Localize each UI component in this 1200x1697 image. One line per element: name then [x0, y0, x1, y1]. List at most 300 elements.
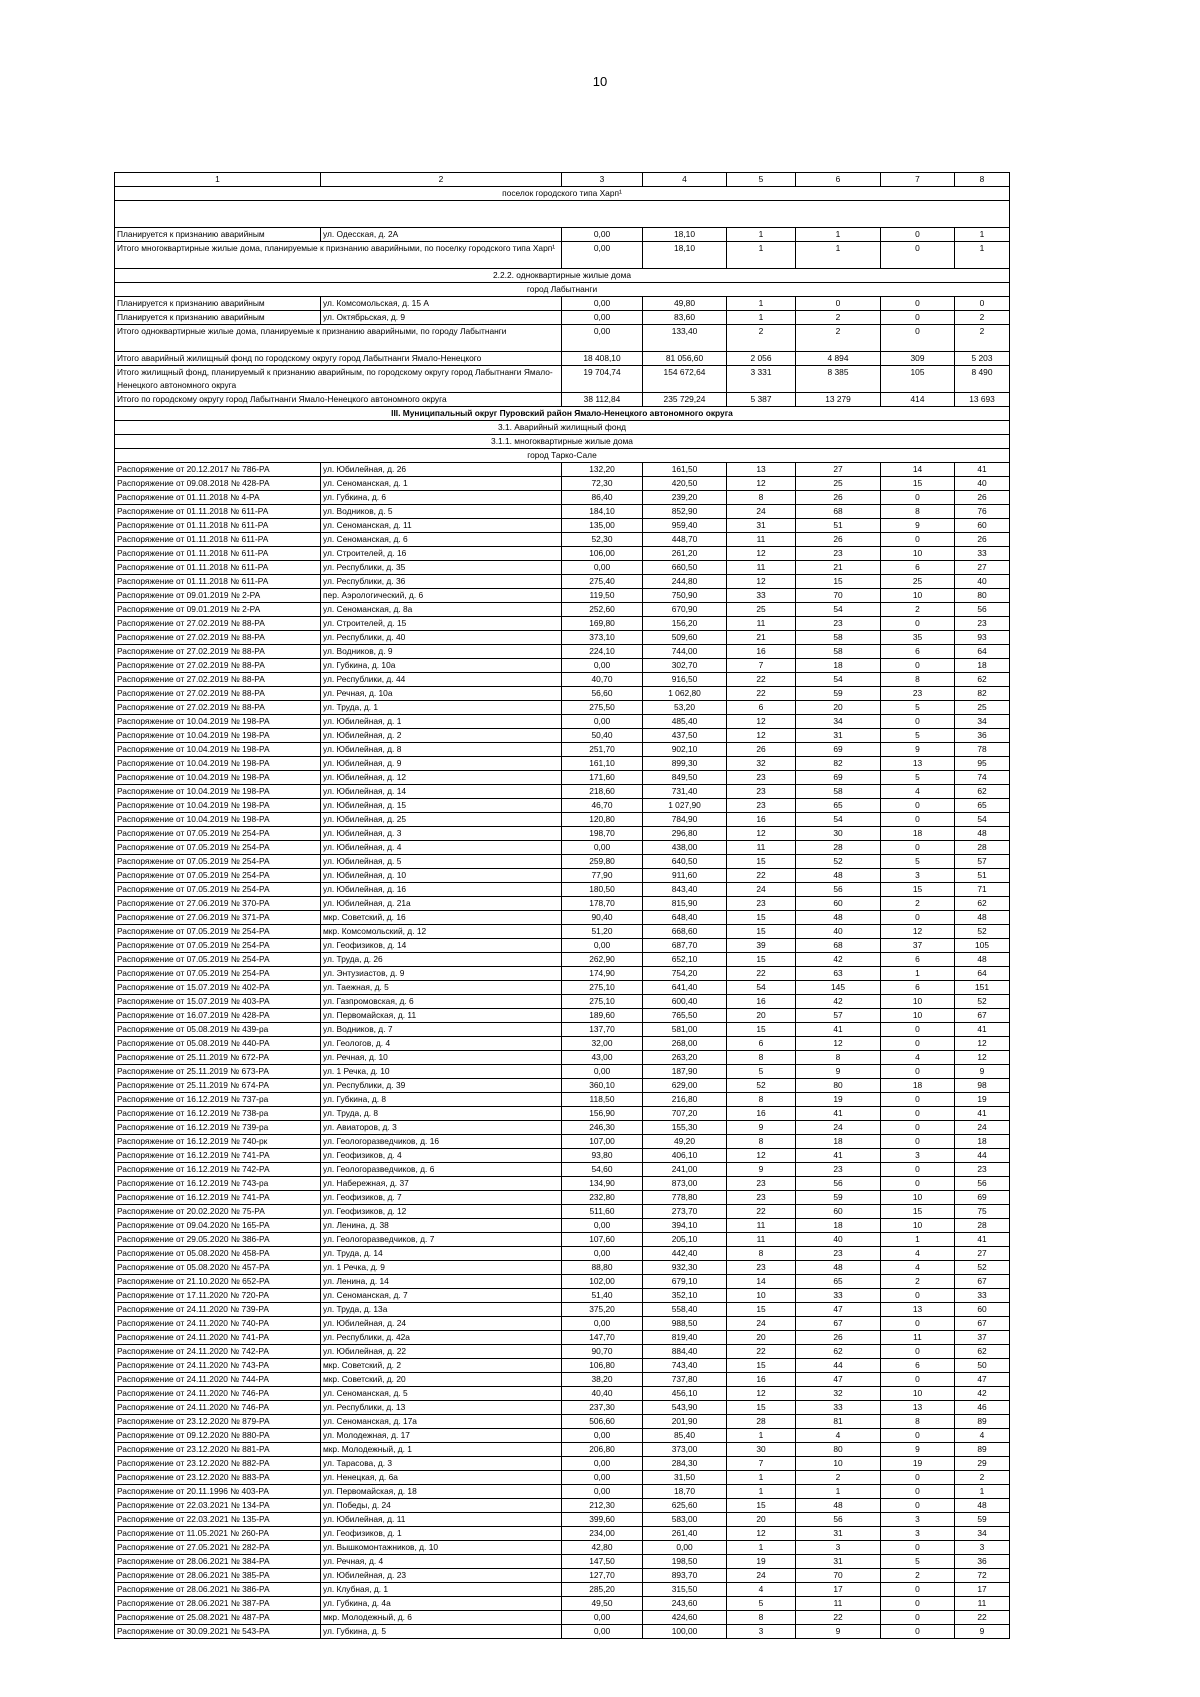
document-cell: Распоряжение от 10.04.2019 № 198-РА [115, 743, 321, 757]
address-cell: ул. Юбилейная, д. 1 [321, 715, 562, 729]
value-cell: 49,80 [643, 297, 727, 311]
address-cell: ул. Молодежная, д. 17 [321, 1429, 562, 1443]
value-cell: 5 [881, 771, 955, 785]
table-row [115, 228, 1010, 242]
column-header: 3 [562, 173, 643, 187]
value-cell: 54,60 [562, 1163, 643, 1177]
value-cell: 82 [796, 757, 881, 771]
document-cell: Распоряжение от 07.05.2019 № 254-РА [115, 953, 321, 967]
value-cell: 1 [727, 1429, 796, 1443]
value-cell: 420,50 [643, 477, 727, 491]
table-row [115, 1219, 1010, 1233]
address-cell: ул. Вышкомонтажников, д. 10 [321, 1541, 562, 1555]
value-cell: 15 [727, 1359, 796, 1373]
value-cell: 70 [796, 1569, 881, 1583]
value-cell: 147,50 [562, 1555, 643, 1569]
value-cell: 83,60 [643, 311, 727, 325]
value-cell: 8 [727, 1093, 796, 1107]
value-cell: 56,60 [562, 687, 643, 701]
document-cell: Распоряжение от 24.11.2020 № 744-РА [115, 1373, 321, 1387]
value-cell: 10 [881, 1009, 955, 1023]
value-cell: 70 [796, 589, 881, 603]
value-cell: 0,00 [562, 228, 643, 242]
address-cell: ул. Сеноманская, д. 6 [321, 533, 562, 547]
address-cell: ул. Республики, д. 40 [321, 631, 562, 645]
value-cell: 78 [955, 743, 1010, 757]
value-cell: 67 [955, 1009, 1010, 1023]
total-row [115, 242, 1010, 269]
value-cell: 12 [727, 1387, 796, 1401]
document-cell: Распоряжение от 16.12.2019 № 737-ра [115, 1093, 321, 1107]
value-cell: 106,00 [562, 547, 643, 561]
address-cell: ул. Ненецкая, д. 6а [321, 1471, 562, 1485]
table-row [115, 1303, 1010, 1317]
value-cell: 60 [796, 897, 881, 911]
document-cell: Распоряжение от 16.12.2019 № 739-ра [115, 1121, 321, 1135]
table-row [115, 1163, 1010, 1177]
table-row [115, 687, 1010, 701]
total-label: Итого многоквартирные жилые дома, планируемые к признанию аварийными, по поселку городского типа Харп¹ [115, 242, 562, 269]
value-cell: 15 [727, 1499, 796, 1513]
document-cell: Распоряжение от 10.04.2019 № 198-РА [115, 785, 321, 799]
value-cell: 899,30 [643, 757, 727, 771]
value-cell: 9 [881, 1443, 955, 1457]
value-cell: 1 027,90 [643, 799, 727, 813]
value-cell: 18,10 [643, 242, 727, 269]
document-cell: Распоряжение от 20.11.1996 № 403-РА [115, 1485, 321, 1499]
value-cell: 0,00 [562, 1611, 643, 1625]
value-cell: 90,70 [562, 1345, 643, 1359]
address-cell: пер. Аэрологический, д. 6 [321, 589, 562, 603]
value-cell: 134,90 [562, 1177, 643, 1191]
value-cell: 268,00 [643, 1037, 727, 1051]
address-cell: ул. Труда, д. 14 [321, 1247, 562, 1261]
value-cell: 285,20 [562, 1583, 643, 1597]
value-cell: 26 [796, 491, 881, 505]
value-cell: 41 [796, 1149, 881, 1163]
value-cell: 0 [881, 1107, 955, 1121]
value-cell: 39 [727, 939, 796, 953]
value-cell: 21 [727, 631, 796, 645]
address-cell: ул. Одесская, д. 2А [321, 228, 562, 242]
value-cell: 26 [727, 743, 796, 757]
value-cell: 51,40 [562, 1289, 643, 1303]
document-cell: Распоряжение от 27.06.2019 № 370-РА [115, 897, 321, 911]
value-cell: 16 [727, 995, 796, 1009]
document-cell: Распоряжение от 16.12.2019 № 738-ра [115, 1107, 321, 1121]
address-cell: ул. 1 Речка, д. 10 [321, 1065, 562, 1079]
value-cell: 0 [881, 813, 955, 827]
section-heading-row [115, 187, 1010, 201]
table-row [115, 1569, 1010, 1583]
column-header: 8 [955, 173, 1010, 187]
value-cell: 2 [796, 311, 881, 325]
value-cell: 13 [881, 1303, 955, 1317]
value-cell: 3 [881, 1149, 955, 1163]
table-row [115, 311, 1010, 325]
value-cell: 12 [727, 547, 796, 561]
value-cell: 81 056,60 [643, 352, 727, 366]
value-cell: 246,30 [562, 1121, 643, 1135]
value-cell: 50,40 [562, 729, 643, 743]
value-cell: 21 [796, 561, 881, 575]
document-cell: Распоряжение от 10.04.2019 № 198-РА [115, 757, 321, 771]
value-cell: 0 [881, 228, 955, 242]
value-cell: 10 [881, 995, 955, 1009]
value-cell: 1 [727, 228, 796, 242]
value-cell: 56 [796, 1177, 881, 1191]
value-cell: 58 [796, 785, 881, 799]
table-row [115, 1583, 1010, 1597]
document-cell: Распоряжение от 07.05.2019 № 254-РА [115, 869, 321, 883]
value-cell: 0 [881, 1289, 955, 1303]
value-cell: 737,80 [643, 1373, 727, 1387]
value-cell: 18 [881, 1079, 955, 1093]
address-cell: ул. Сеноманская, д. 17а [321, 1415, 562, 1429]
value-cell: 85,40 [643, 1429, 727, 1443]
document-cell: Распоряжение от 28.06.2021 № 385-РА [115, 1569, 321, 1583]
document-cell: Распоряжение от 24.11.2020 № 739-РА [115, 1303, 321, 1317]
table-row [115, 1457, 1010, 1471]
value-cell: 30 [727, 1443, 796, 1457]
value-cell: 6 [727, 701, 796, 715]
value-cell: 6 [881, 561, 955, 575]
column-header: 2 [321, 173, 562, 187]
value-cell: 375,20 [562, 1303, 643, 1317]
table-row [115, 1359, 1010, 1373]
value-cell: 15 [727, 1023, 796, 1037]
value-cell: 62 [955, 785, 1010, 799]
value-cell: 89 [955, 1415, 1010, 1429]
value-cell: 56 [796, 1513, 881, 1527]
value-cell: 0 [881, 1317, 955, 1331]
value-cell: 100,00 [643, 1625, 727, 1639]
value-cell: 1 [955, 242, 1010, 269]
address-cell: ул. Республики, д. 13 [321, 1401, 562, 1415]
value-cell: 456,10 [643, 1387, 727, 1401]
value-cell: 0,00 [562, 297, 643, 311]
value-cell: 10 [881, 1219, 955, 1233]
value-cell: 8 [727, 1135, 796, 1149]
value-cell: 105 [955, 939, 1010, 953]
value-cell: 11 [881, 1331, 955, 1345]
value-cell: 24 [727, 883, 796, 897]
document-cell: Распоряжение от 20.02.2020 № 75-РА [115, 1205, 321, 1219]
value-cell: 0 [881, 1499, 955, 1513]
value-cell: 0 [881, 1583, 955, 1597]
value-cell: 174,90 [562, 967, 643, 981]
value-cell: 625,60 [643, 1499, 727, 1513]
value-cell: 26 [796, 533, 881, 547]
table-row [115, 1331, 1010, 1345]
value-cell: 62 [796, 1345, 881, 1359]
document-cell: Распоряжение от 27.02.2019 № 88-РА [115, 645, 321, 659]
value-cell: 5 [881, 855, 955, 869]
value-cell: 49,20 [643, 1135, 727, 1149]
value-cell: 0 [955, 297, 1010, 311]
address-cell: ул. Труда, д. 1 [321, 701, 562, 715]
address-cell: ул. Сеноманская, д. 11 [321, 519, 562, 533]
value-cell: 48 [796, 1499, 881, 1513]
value-cell: 360,10 [562, 1079, 643, 1093]
value-cell: 23 [727, 799, 796, 813]
table-row [115, 743, 1010, 757]
value-cell: 0 [881, 1541, 955, 1555]
value-cell: 0 [881, 311, 955, 325]
value-cell: 581,00 [643, 1023, 727, 1037]
value-cell: 4 894 [796, 352, 881, 366]
value-cell: 2 [955, 325, 1010, 352]
value-cell: 8 [881, 1415, 955, 1429]
address-cell: ул. Юбилейная, д. 10 [321, 869, 562, 883]
table-row [115, 757, 1010, 771]
table-row [115, 1037, 1010, 1051]
value-cell: 59 [796, 687, 881, 701]
address-cell: ул. Первомайская, д. 11 [321, 1009, 562, 1023]
value-cell: 0 [881, 1177, 955, 1191]
value-cell: 212,30 [562, 1499, 643, 1513]
document-cell: Распоряжение от 01.11.2018 № 611-РА [115, 561, 321, 575]
address-cell: мкр. Молодежный, д. 1 [321, 1443, 562, 1457]
value-cell: 12 [727, 715, 796, 729]
value-cell: 511,60 [562, 1205, 643, 1219]
value-cell: 46 [955, 1401, 1010, 1415]
value-cell: 9 [955, 1625, 1010, 1639]
value-cell: 4 [881, 785, 955, 799]
document-cell: Распоряжение от 09.12.2020 № 880-РА [115, 1429, 321, 1443]
document-cell: Распоряжение от 01.11.2018 № 4-РА [115, 491, 321, 505]
value-cell: 52 [727, 1079, 796, 1093]
document-cell: Распоряжение от 09.08.2018 № 428-РА [115, 477, 321, 491]
value-cell: 65 [796, 799, 881, 813]
document-cell: Распоряжение от 07.05.2019 № 254-РА [115, 939, 321, 953]
value-cell: 41 [796, 1023, 881, 1037]
value-cell: 51 [796, 519, 881, 533]
value-cell: 273,70 [643, 1205, 727, 1219]
table-row [115, 1065, 1010, 1079]
table-row [115, 1471, 1010, 1485]
value-cell: 22 [727, 687, 796, 701]
value-cell: 34 [796, 715, 881, 729]
value-cell: 40 [796, 1233, 881, 1247]
value-cell: 12 [727, 1527, 796, 1541]
value-cell: 0,00 [562, 1219, 643, 1233]
value-cell: 27 [796, 463, 881, 477]
value-cell: 0 [881, 1121, 955, 1135]
value-cell: 2 056 [727, 352, 796, 366]
value-cell: 679,10 [643, 1275, 727, 1289]
address-cell: ул. Республики, д. 36 [321, 575, 562, 589]
value-cell: 1 062,80 [643, 687, 727, 701]
table-row [115, 967, 1010, 981]
value-cell: 107,60 [562, 1233, 643, 1247]
section-heading: 2.2.2. одноквартирные жилые дома [115, 269, 1010, 283]
value-cell: 23 [796, 1163, 881, 1177]
table-row [115, 981, 1010, 995]
address-cell: ул. Речная, д. 10 [321, 1051, 562, 1065]
table-row [115, 1023, 1010, 1037]
value-cell: 42,80 [562, 1541, 643, 1555]
document-cell: Распоряжение от 25.11.2019 № 672-РА [115, 1051, 321, 1065]
document-cell: Распоряжение от 09.01.2019 № 2-РА [115, 589, 321, 603]
value-cell: 6 [881, 953, 955, 967]
value-cell: 0 [881, 491, 955, 505]
table-row [115, 1275, 1010, 1289]
value-cell: 9 [727, 1163, 796, 1177]
table-row [115, 1149, 1010, 1163]
document-cell: Распоряжение от 28.06.2021 № 384-РА [115, 1555, 321, 1569]
address-cell: ул. Губкина, д. 8 [321, 1093, 562, 1107]
value-cell: 72 [955, 1569, 1010, 1583]
value-cell: 88,80 [562, 1261, 643, 1275]
value-cell: 33 [796, 1401, 881, 1415]
value-cell: 56 [955, 1177, 1010, 1191]
value-cell: 660,50 [643, 561, 727, 575]
value-cell: 25 [955, 701, 1010, 715]
value-cell: 13 279 [796, 393, 881, 407]
value-cell: 0 [881, 1023, 955, 1037]
value-cell: 4 [727, 1583, 796, 1597]
document-cell: Распоряжение от 07.05.2019 № 254-РА [115, 841, 321, 855]
section-heading-row [115, 407, 1010, 421]
value-cell: 754,20 [643, 967, 727, 981]
value-cell: 0 [881, 1037, 955, 1051]
value-cell: 0 [881, 1471, 955, 1485]
address-cell: ул. Авиаторов, д. 3 [321, 1121, 562, 1135]
value-cell: 49,50 [562, 1597, 643, 1611]
value-cell: 20 [727, 1513, 796, 1527]
table-row [115, 953, 1010, 967]
value-cell: 648,40 [643, 911, 727, 925]
document-cell: Планируется к признанию аварийным [115, 228, 321, 242]
value-cell: 24 [727, 505, 796, 519]
address-cell: ул. Геофизиков, д. 12 [321, 1205, 562, 1219]
address-cell: ул. Водников, д. 9 [321, 645, 562, 659]
document-cell: Распоряжение от 17.11.2020 № 720-РА [115, 1289, 321, 1303]
value-cell: 23 [955, 617, 1010, 631]
value-cell: 46,70 [562, 799, 643, 813]
value-cell: 47 [796, 1373, 881, 1387]
address-cell: ул. Геофизиков, д. 7 [321, 1191, 562, 1205]
table-row [115, 1401, 1010, 1415]
value-cell: 24 [955, 1121, 1010, 1135]
value-cell: 9 [796, 1625, 881, 1639]
value-cell: 43,00 [562, 1051, 643, 1065]
total-label: Итого аварийный жилищный фонд по городскому округу город Лабытнанги Ямало-Ненецкого [115, 352, 562, 366]
value-cell: 2 [955, 1471, 1010, 1485]
value-cell: 14 [727, 1275, 796, 1289]
value-cell: 1 [727, 242, 796, 269]
value-cell: 11 [796, 1597, 881, 1611]
value-cell: 22 [727, 1205, 796, 1219]
value-cell: 23 [727, 785, 796, 799]
address-cell: ул. Сеноманская, д. 8а [321, 603, 562, 617]
value-cell: 8 [881, 505, 955, 519]
value-cell: 12 [727, 729, 796, 743]
value-cell: 0,00 [562, 1429, 643, 1443]
value-cell: 32,00 [562, 1037, 643, 1051]
document-cell: Распоряжение от 16.12.2019 № 742-РА [115, 1163, 321, 1177]
value-cell: 251,70 [562, 743, 643, 757]
value-cell: 0,00 [562, 1317, 643, 1331]
address-cell: ул. Губкина, д. 10а [321, 659, 562, 673]
value-cell: 849,50 [643, 771, 727, 785]
value-cell: 59 [955, 1513, 1010, 1527]
address-cell: ул. Юбилейная, д. 21а [321, 897, 562, 911]
value-cell: 5 [881, 701, 955, 715]
address-cell: ул. Сеноманская, д. 5 [321, 1387, 562, 1401]
value-cell: 89 [955, 1443, 1010, 1457]
value-cell: 224,10 [562, 645, 643, 659]
table-row [115, 297, 1010, 311]
table-row [115, 869, 1010, 883]
value-cell: 11 [727, 561, 796, 575]
value-cell: 60 [955, 519, 1010, 533]
document-cell: Распоряжение от 22.03.2021 № 135-РА [115, 1513, 321, 1527]
value-cell: 261,40 [643, 1527, 727, 1541]
table-row [115, 701, 1010, 715]
document-cell: Распоряжение от 24.11.2020 № 740-РА [115, 1317, 321, 1331]
value-cell: 25 [796, 477, 881, 491]
value-cell: 53,20 [643, 701, 727, 715]
document-cell: Распоряжение от 27.02.2019 № 88-РА [115, 617, 321, 631]
document-cell: Распоряжение от 07.05.2019 № 254-РА [115, 967, 321, 981]
table-row [115, 1051, 1010, 1065]
value-cell: 239,20 [643, 491, 727, 505]
value-cell: 302,70 [643, 659, 727, 673]
value-cell: 2 [955, 311, 1010, 325]
value-cell: 640,50 [643, 855, 727, 869]
value-cell: 4 [881, 1051, 955, 1065]
document-cell: Распоряжение от 24.11.2020 № 746-РА [115, 1401, 321, 1415]
value-cell: 50 [955, 1359, 1010, 1373]
document-cell: Распоряжение от 01.11.2018 № 611-РА [115, 519, 321, 533]
value-cell: 668,60 [643, 925, 727, 939]
value-cell: 80 [955, 589, 1010, 603]
address-cell: ул. Геологоразведчиков, д. 16 [321, 1135, 562, 1149]
value-cell: 19 [727, 1555, 796, 1569]
value-cell: 0,00 [562, 939, 643, 953]
address-cell: ул. Юбилейная, д. 9 [321, 757, 562, 771]
table-row [115, 533, 1010, 547]
value-cell: 198,70 [562, 827, 643, 841]
value-cell: 252,60 [562, 603, 643, 617]
document-cell: Распоряжение от 29.05.2020 № 386-РА [115, 1233, 321, 1247]
table-row [115, 827, 1010, 841]
value-cell: 6 [881, 1359, 955, 1373]
value-cell: 69 [955, 1191, 1010, 1205]
address-cell: ул. Строителей, д. 15 [321, 617, 562, 631]
value-cell: 119,50 [562, 589, 643, 603]
value-cell: 41 [955, 463, 1010, 477]
document-cell: Распоряжение от 27.06.2019 № 371-РА [115, 911, 321, 925]
value-cell: 80 [796, 1443, 881, 1457]
value-cell: 916,50 [643, 673, 727, 687]
value-cell: 16 [727, 1107, 796, 1121]
value-cell: 31 [727, 519, 796, 533]
address-cell: ул. Юбилейная, д. 11 [321, 1513, 562, 1527]
document-cell: Распоряжение от 16.12.2019 № 741-РА [115, 1191, 321, 1205]
value-cell: 15 [727, 1401, 796, 1415]
value-cell: 0 [881, 533, 955, 547]
total-row [115, 352, 1010, 366]
address-cell: ул. Геологоразведчиков, д. 7 [321, 1233, 562, 1247]
value-cell: 0 [881, 841, 955, 855]
value-cell: 3 331 [727, 366, 796, 393]
table-row [115, 1485, 1010, 1499]
value-cell: 3 [881, 869, 955, 883]
value-cell: 7 [727, 659, 796, 673]
